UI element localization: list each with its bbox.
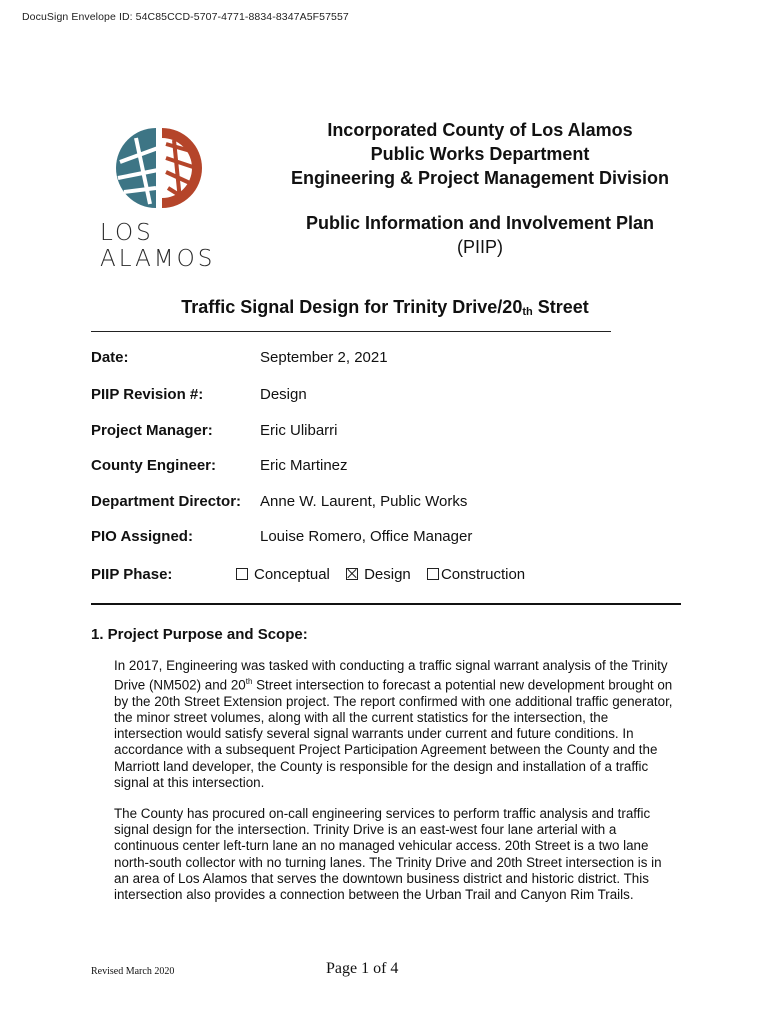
purpose-text-a: In 2017, Engineering was tasked with conducting a traffic signal warrant analysis of the Trinity Drive (NM502) and 20	[114, 658, 668, 693]
project-title	[90, 297, 680, 318]
pio-label: PIO Assigned:	[91, 528, 193, 545]
logo-text: LOS ALAMOS	[100, 220, 216, 272]
phase-option-label: Conceptual	[254, 566, 330, 583]
plan-title: Public Information and Involvement Plan	[305, 213, 655, 233]
project-title-text: Traffic Signal Design for Trinity Drive/20	[181, 297, 523, 317]
department-name: Public Works Department	[370, 144, 590, 164]
project-title-suffix: Street	[532, 297, 589, 317]
county-name: Incorporated County of Los Alamos	[327, 120, 633, 140]
division-name: Engineering & Project Management Division	[290, 168, 670, 188]
phase-option-label: Construction	[440, 566, 526, 583]
revised-date: Revised March 2020	[91, 966, 175, 977]
checkbox-checked-icon[interactable]	[346, 568, 358, 580]
section-heading: 1. Project Purpose and Scope:	[91, 626, 308, 643]
director-value: Anne W. Laurent, Public Works	[260, 493, 468, 510]
manager-label: Project Manager:	[91, 422, 213, 439]
project-title-sup: th	[522, 306, 533, 318]
logo-emblem-icon	[96, 118, 226, 218]
phase-option-construction[interactable]	[427, 566, 525, 583]
engineer-label: County Engineer:	[91, 457, 217, 474]
title-rule	[91, 331, 611, 332]
plan-title-block	[270, 211, 690, 259]
date-value: September 2, 2021	[260, 349, 388, 366]
purpose-paragraph	[114, 658, 674, 791]
checkbox-unchecked-icon[interactable]	[236, 568, 248, 580]
checkbox-unchecked-icon[interactable]	[427, 568, 439, 580]
purpose-text-b: Street intersection to forecast a potential new development brought on by the 20th Street Extension project. The report confirmed with one additional traffic generator, the minor street volumes, along with all the current statistics for the intersection, the intersection would satisfy several signal warrants under current and future conditions. In accordance with a subsequent Project Participation Agreement between the County and the Marriott land developer, the County is responsible for the design and installation of a traffic signal at this intersection.	[114, 677, 673, 790]
pio-value: Louise Romero, Office Manager	[260, 528, 473, 545]
phase-label: PIIP Phase:	[91, 566, 173, 583]
phase-option-label: Design	[364, 566, 411, 583]
scope-paragraph: The County has procured on-call engineering services to perform traffic analysis and traffic signal design for the intersection. Trinity Drive is an east-west four lane arterial with a continuous center left-turn lane an no managed vehicular access. 20th Street is a two lane north-south collector with no turning lanes. The Trinity Drive and 20th Street intersection is in an area of Los Alamos that serves the downtown business district and historic district. This intersection also provides a connection between the Urban Trail and Canyon Rim Trails.	[114, 806, 662, 903]
director-label: Department Director:	[91, 493, 242, 510]
revision-label: PIIP Revision #:	[91, 386, 204, 403]
phase-option-conceptual[interactable]	[236, 566, 330, 583]
envelope-id: DocuSign Envelope ID: 54C85CCD-5707-4771-8834-8347A5F57557	[22, 11, 349, 23]
phase-option-design[interactable]	[346, 566, 411, 583]
purpose-sup: th	[245, 677, 253, 687]
plan-abbr: (PIIP)	[456, 237, 503, 257]
manager-value: Eric Ulibarri	[260, 422, 338, 439]
section-rule	[91, 603, 681, 605]
engineer-value: Eric Martinez	[260, 457, 348, 474]
phase-options	[236, 566, 537, 583]
revision-value: Design	[260, 386, 307, 403]
los-alamos-logo	[96, 118, 266, 272]
page-number: Page 1 of 4	[326, 960, 399, 977]
document-header	[270, 118, 690, 190]
date-label: Date:	[91, 349, 129, 366]
